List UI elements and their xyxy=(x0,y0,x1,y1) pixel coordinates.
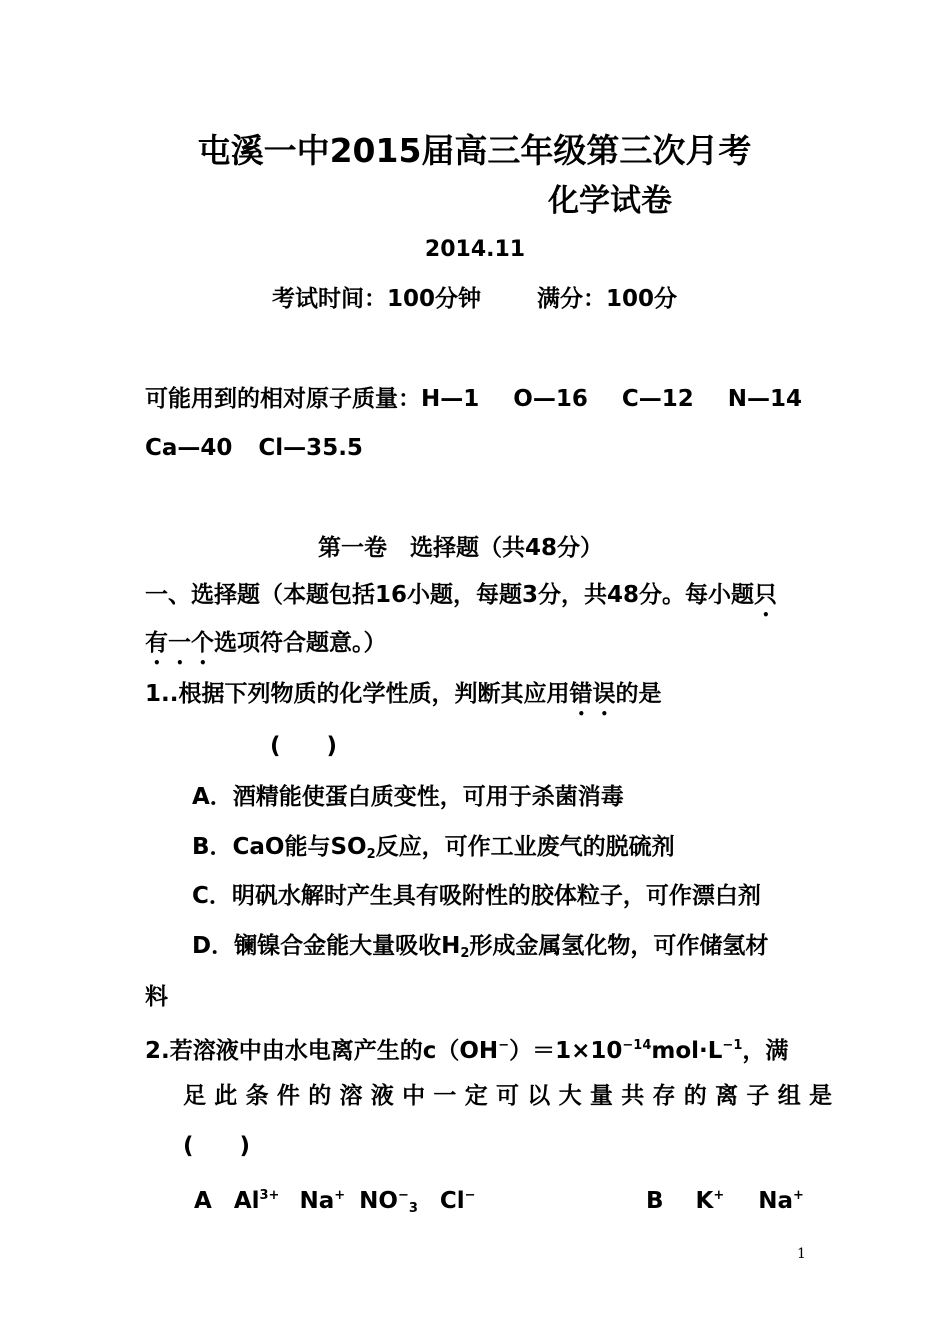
section-instruction-line2 xyxy=(145,628,387,670)
option-d-text: D．镧镍合金能大量吸收H xyxy=(192,933,461,959)
question-1-number: 1. xyxy=(145,681,170,707)
question-2-blank: ( ) xyxy=(183,1133,251,1159)
option-b-subscript: 2 xyxy=(366,847,376,862)
question-1-stem xyxy=(145,679,662,721)
question-2-exponent: −14 xyxy=(622,1038,652,1053)
question-1-option-c: C．明矾水解时产生具有吸附性的胶体粒子，可作漂白剂 xyxy=(192,883,761,909)
instruction-emphasis-only: 只 xyxy=(754,582,778,608)
option-b-letter: B xyxy=(646,1188,664,1214)
question-2-stem xyxy=(145,1031,788,1066)
question-2-text-mid: ）＝1×10 xyxy=(509,1038,623,1064)
mass-c: C—12 xyxy=(621,386,694,412)
full-score: 满分：100分 xyxy=(537,286,678,312)
atomic-masses-line1 xyxy=(145,384,802,414)
title-line1: 屯溪一中2015届高三年级第三次月考 xyxy=(197,131,752,170)
exam-title xyxy=(0,131,950,171)
instruction-emphasis-one: 有一个 xyxy=(145,630,214,656)
question-2-text: 若溶液中由水电离产生的c（OH xyxy=(169,1038,499,1064)
instruction-text: 一、选择题（本题包括16小题，每题3分，共48分。每小题 xyxy=(145,582,755,608)
question-2-text-end: ，满 xyxy=(742,1038,789,1064)
exam-time: 考试时间：100分钟 xyxy=(272,286,482,312)
option-a-letter: A xyxy=(194,1188,212,1214)
ion-k: K+ xyxy=(695,1188,725,1214)
atomic-masses-label: 可能用到的相对原子质量： xyxy=(145,386,421,412)
mass-o: O—16 xyxy=(513,386,588,412)
question-1-option-b xyxy=(192,832,675,870)
mass-cl: Cl—35.5 xyxy=(258,435,363,461)
atomic-masses-line2 xyxy=(145,433,363,463)
ion-na: Na+ xyxy=(299,1188,346,1214)
question-2-stem-line2: 足此条件的溶液中一定可以大量共存的离子组是 xyxy=(183,1083,841,1109)
question-1-text: .根据下列物质的化学性质，判断其应用 xyxy=(169,681,570,707)
ion-al: $Al^{3+}$ xyxy=(233,1188,280,1214)
instruction-text-end: 选项符合题意。） xyxy=(214,630,387,656)
page-number: 1 xyxy=(797,1246,806,1262)
question-1-option-a: A．酒精能使蛋白质变性，可用于杀菌消毒 xyxy=(192,784,624,810)
question-1-option-d-continued: 料 xyxy=(145,984,168,1010)
exam-date: 2014.11 xyxy=(424,237,526,262)
mass-ca: Ca—40 xyxy=(145,435,233,461)
exam-subtitle: 化学试卷 xyxy=(548,183,672,219)
question-2-option-a xyxy=(194,1181,476,1224)
question-2-sup: − xyxy=(498,1038,510,1053)
section-title: 第一卷 选择题（共48分） xyxy=(318,535,604,561)
question-1-text-end: 的是 xyxy=(615,681,662,707)
question-2-option-b xyxy=(646,1181,804,1216)
question-1-blank: ( ) xyxy=(270,733,338,759)
ion-cl: Cl− xyxy=(439,1188,476,1214)
option-b-text-end: 反应，可作工业废气的脱硫剂 xyxy=(375,834,675,860)
option-b-text: B．CaO能与SO xyxy=(192,834,367,860)
question-2-number: 2. xyxy=(145,1038,170,1064)
option-d-text-end: 形成金属氢化物，可作储氢材 xyxy=(469,933,769,959)
exam-meta xyxy=(272,284,677,314)
option-d-subscript: 2 xyxy=(460,946,470,961)
mass-h: H—1 xyxy=(421,386,480,412)
question-1-option-d xyxy=(192,931,768,969)
ion-no3: $NO^-_3$ xyxy=(359,1188,418,1216)
question-1-emphasis: 错误 xyxy=(569,681,616,707)
section-instruction-line1 xyxy=(145,580,777,622)
mass-n: N—14 xyxy=(727,386,802,412)
question-2-unit-exponent: −1 xyxy=(722,1038,743,1053)
ion-na-b: Na+ xyxy=(758,1188,804,1214)
question-2-unit: mol·L xyxy=(651,1038,723,1064)
